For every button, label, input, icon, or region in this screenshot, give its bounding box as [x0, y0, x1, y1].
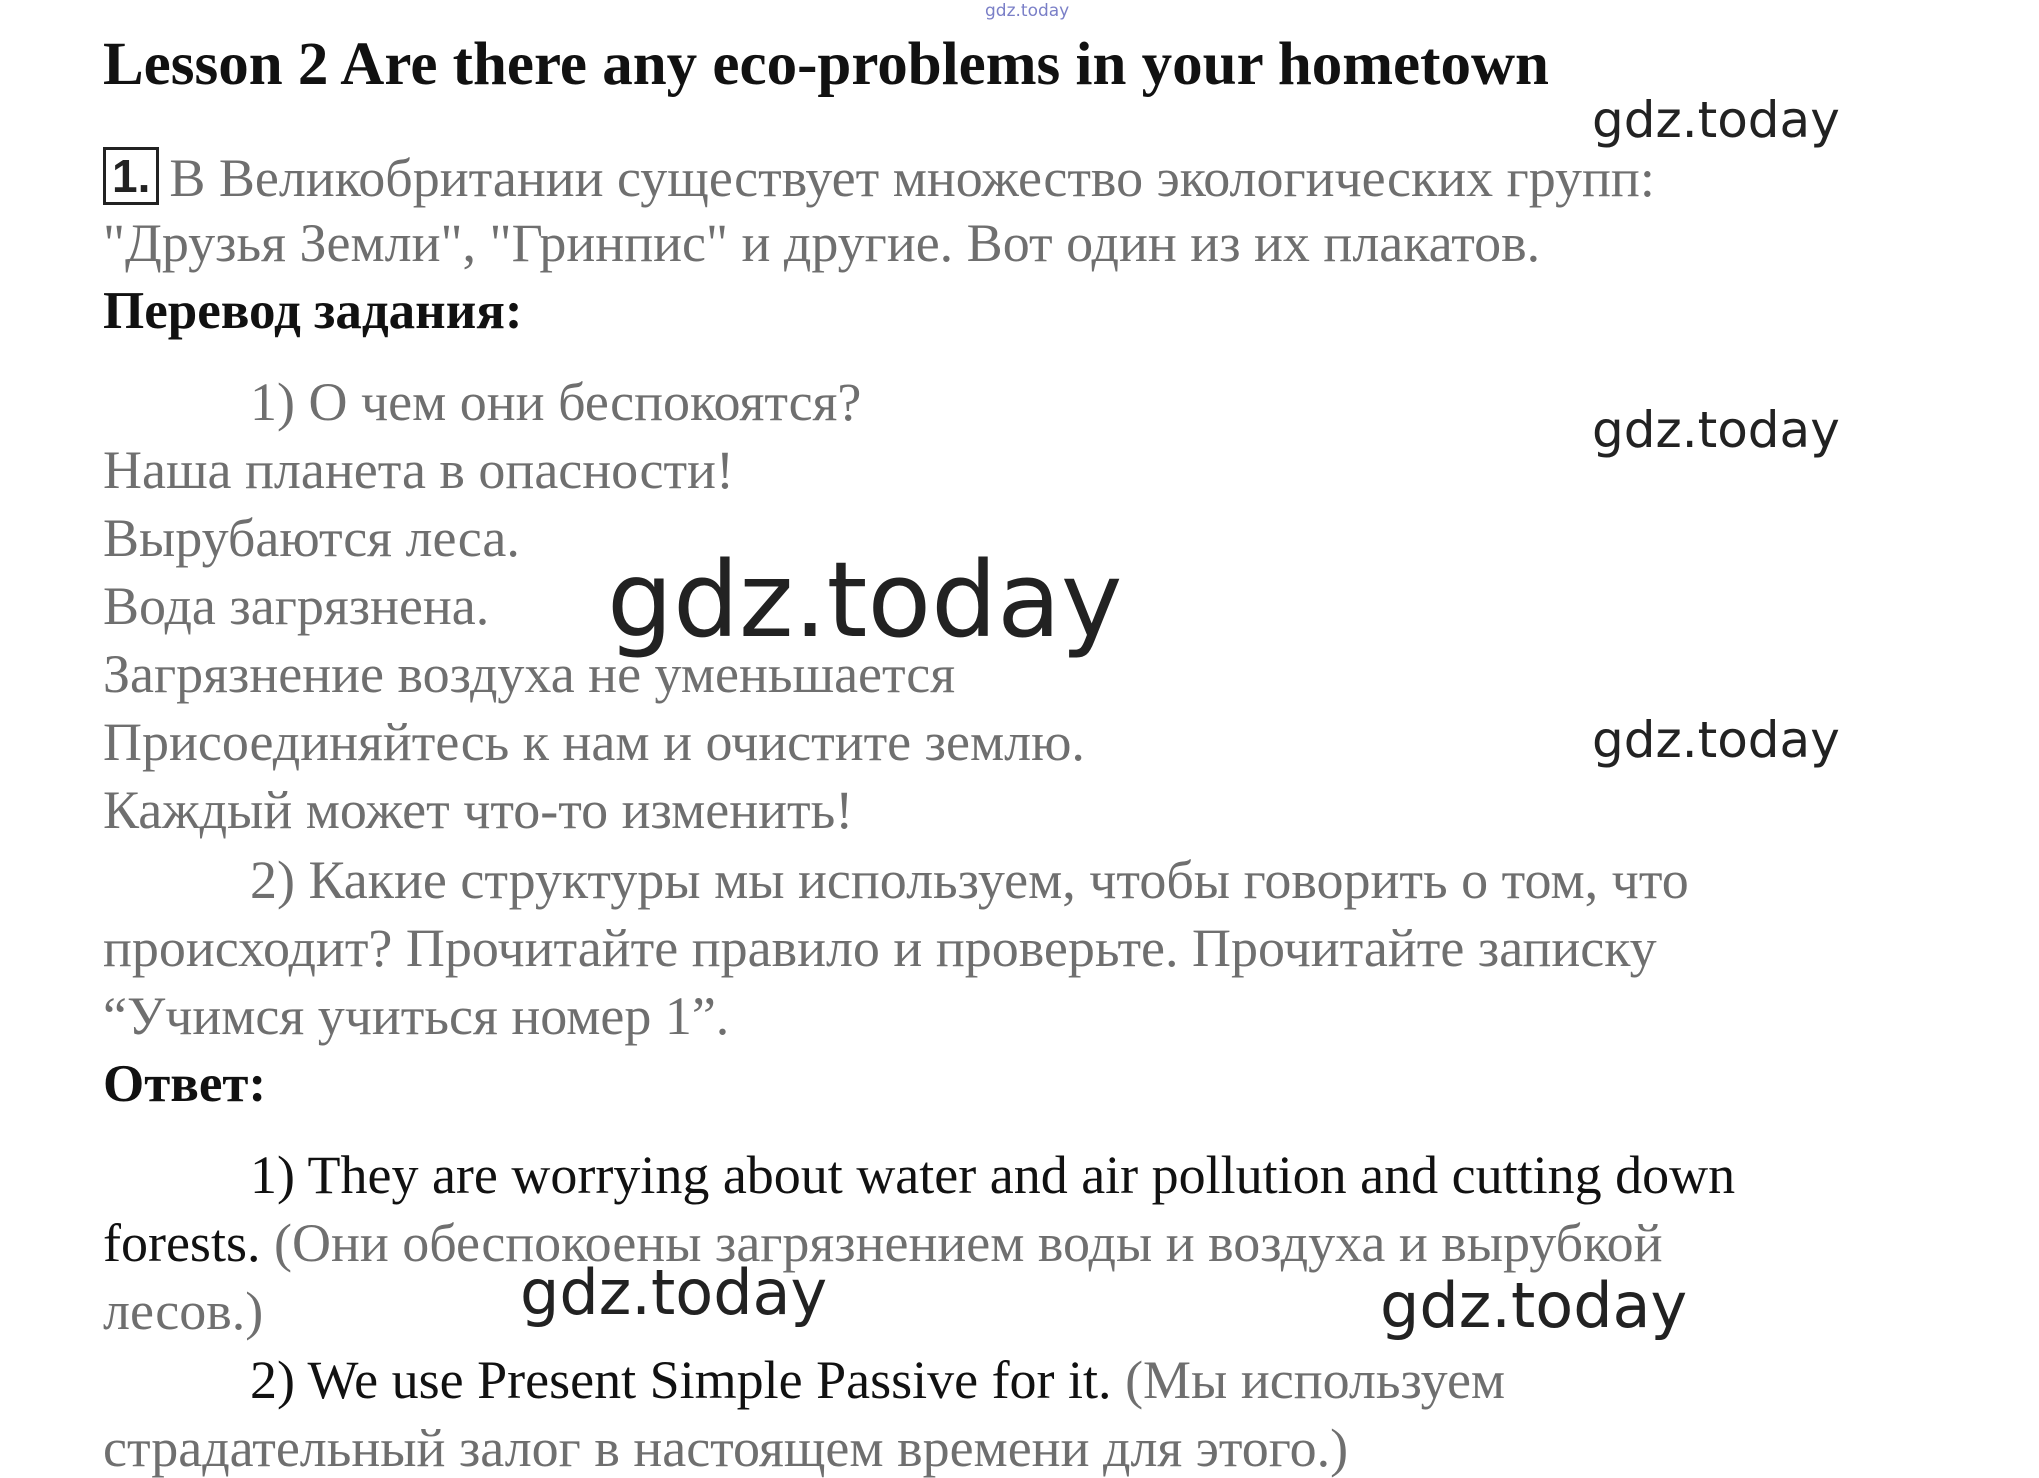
answer-1-line-2 [103, 1213, 1663, 1273]
answer-1-line-1: 1) They are worrying about water and air pollution and cutting down [250, 1145, 1736, 1205]
watermark-top-small: gdz.today [985, 1, 1070, 21]
watermark-5: gdz.today [1380, 1269, 1688, 1342]
answer-1-russian-part: (Они обеспокоены загрязнением воды и воздуха и вырубкой [260, 1213, 1663, 1273]
poster-line-1: Наша планета в опасности! [103, 440, 734, 500]
task-number-box: 1. [103, 147, 159, 205]
watermark-2: gdz.today [1592, 401, 1840, 459]
answer-2-english: 2) We use Present Simple Passive for it. [250, 1350, 1112, 1410]
translation-heading: Перевод задания: [103, 282, 523, 340]
watermark-large: gdz.today [607, 539, 1123, 661]
translation-question-2-line-1: 2) Какие структуры мы используем, чтобы говорить о том, что [250, 850, 1689, 910]
answer-heading: Ответ: [103, 1055, 267, 1113]
translation-question-1: 1) О чем они беспокоятся? [250, 372, 862, 432]
translation-question-2-line-3: “Учимся учиться номер 1”. [103, 986, 730, 1046]
page-title: Lesson 2 Are there any eco-problems in your hometown [103, 31, 1549, 98]
poster-line-3: Вода загрязнена. [103, 576, 490, 636]
task-line-1 [103, 147, 1655, 208]
answer-2-russian-part: (Мы используем [1111, 1350, 1506, 1410]
watermark-3: gdz.today [1592, 711, 1840, 769]
poster-line-5: Присоединяйтесь к нам и очистите землю. [103, 712, 1085, 772]
task-line-2: "Друзья Земли", "Гринпис" и другие. Вот один из их плакатов. [103, 213, 1541, 273]
watermark-4: gdz.today [520, 1256, 828, 1329]
answer-1-line-3: лесов.) [103, 1281, 264, 1341]
watermark-1: gdz.today [1592, 91, 1840, 149]
poster-line-6: Каждый может что-то изменить! [103, 780, 854, 840]
answer-2-line-2: страдательный залог в настоящем времени для этого.) [103, 1418, 1349, 1478]
translation-question-2-line-2: происходит? Прочитайте правило и проверьте. Прочитайте записку [103, 918, 1657, 978]
poster-line-2: Вырубаются леса. [103, 508, 520, 568]
answer-1-english-end: forests. [103, 1213, 261, 1273]
task-text-1: В Великобритании существует множество экологических групп: [169, 148, 1655, 208]
answer-2-line-1 [250, 1350, 1506, 1410]
poster-line-4: Загрязнение воздуха не уменьшается [103, 644, 956, 704]
